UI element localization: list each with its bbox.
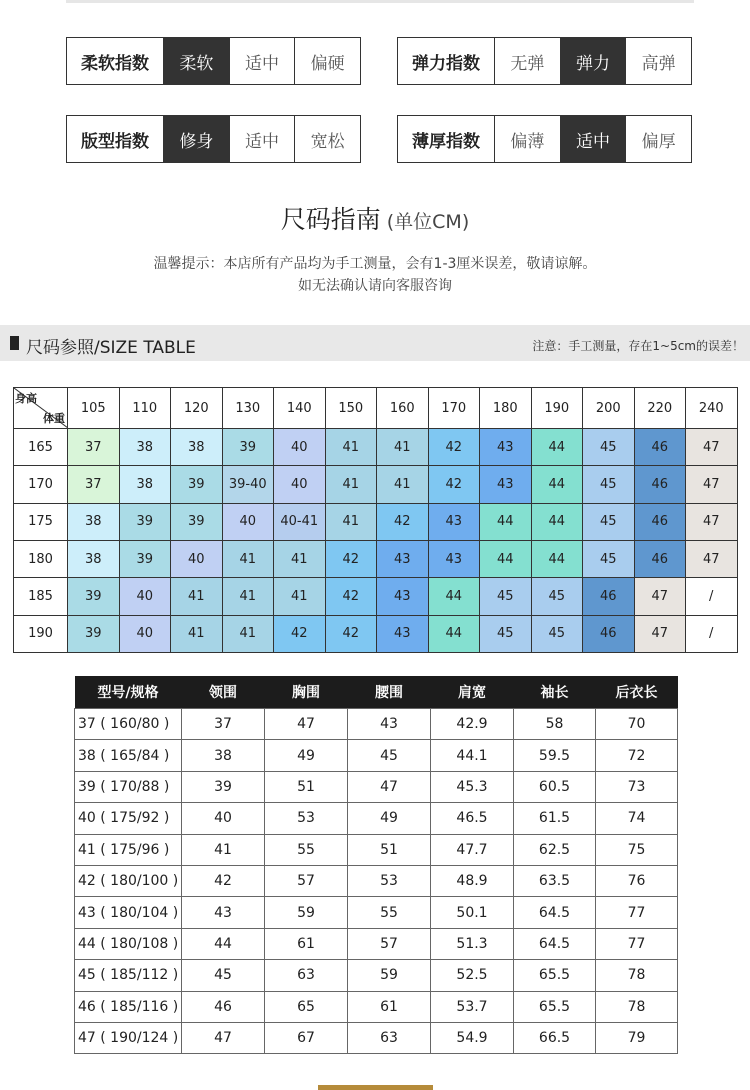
size-cell: 40 [274,466,326,503]
height-header: 220 [634,388,686,429]
spec-row [75,834,678,865]
size-cell: 45 [583,466,635,503]
spec-cell: 54.9 [431,1022,514,1053]
size-cell: 42 [325,578,377,615]
height-axis-label: 身高 [15,392,37,405]
size-cell: 40 [171,540,223,577]
spec-cell: 50.1 [431,897,514,928]
size-cell: 41 [325,429,377,466]
spec-cell: 61 [265,928,348,959]
softness-index [66,37,361,85]
spec-cell: 48.9 [431,865,514,896]
size-cell: 44 [531,540,583,577]
size-cell: 41 [222,540,274,577]
size-cell: 40 [119,615,171,652]
measure-tip: 温馨提示：本店所有产品均为手工测量，会有1-3厘米误差，敬请谅解。 [153,256,597,272]
size-cell: 41 [325,466,377,503]
size-cell: 40 [222,503,274,540]
index-option: 弹力 [561,38,627,84]
size-row [14,540,738,577]
spec-cell: 37 [182,709,265,740]
spec-cell: 39 [182,771,265,802]
spec-cell: 58 [514,709,596,740]
size-cell: 39 [171,466,223,503]
size-row [14,615,738,652]
size-cell: 47 [634,615,686,652]
spec-cell: 52.5 [431,960,514,991]
spec-model-cell: 43 ( 180/104 ) [75,897,182,928]
index-option: 柔软 [164,38,230,84]
spec-cell: 63 [265,960,348,991]
spec-header: 领围 [182,676,265,709]
weight-header: 190 [14,615,68,652]
spec-model-cell: 44 ( 180/108 ) [75,928,182,959]
size-cell: 41 [377,466,429,503]
spec-header: 肩宽 [431,676,514,709]
spec-row [75,803,678,834]
size-cell: 40 [119,578,171,615]
index-label: 薄厚指数 [398,116,495,162]
size-cell: 44 [480,540,532,577]
spec-cell: 65.5 [514,960,596,991]
index-label: 弹力指数 [398,38,495,84]
spec-cell: 66.5 [514,1022,596,1053]
spec-cell: 44.1 [431,740,514,771]
height-header: 140 [274,388,326,429]
height-header: 105 [68,388,120,429]
size-cell: 38 [119,429,171,466]
index-option: 适中 [561,116,627,162]
size-cell: 41 [325,503,377,540]
index-option: 偏厚 [641,131,676,152]
spec-header: 腰围 [348,676,431,709]
spec-cell: 43 [182,897,265,928]
spec-row [75,740,678,771]
size-cell: 40 [274,429,326,466]
size-cell: 46 [634,429,686,466]
spec-cell: 67 [265,1022,348,1053]
spec-cell: 41 [182,834,265,865]
size-cell: 41 [222,578,274,615]
size-cell: 43 [377,615,429,652]
size-cell: 41 [274,578,326,615]
size-cell: 43 [480,429,532,466]
spec-header: 后衣长 [596,676,678,709]
size-cell: 43 [428,503,480,540]
spec-cell: 51 [265,771,348,802]
spec-row [75,991,678,1022]
spec-cell: 60.5 [514,771,596,802]
spec-cell: 64.5 [514,928,596,959]
size-cell: 41 [274,540,326,577]
size-cell: 45 [531,615,583,652]
size-cell: 41 [377,429,429,466]
height-header: 190 [531,388,583,429]
height-header: 120 [171,388,223,429]
spec-cell: 75 [596,834,678,865]
height-header: 200 [583,388,635,429]
size-cell: 42 [325,540,377,577]
height-header: 180 [480,388,532,429]
size-cell: 47 [686,466,738,503]
size-table-title: 尺码参照/SIZE TABLE [26,338,196,358]
size-cell: 37 [68,466,120,503]
size-cell: 39 [171,503,223,540]
index-option: 适中 [230,38,296,84]
height-header: 110 [119,388,171,429]
height-header: 240 [686,388,738,429]
spec-cell: 51.3 [431,928,514,959]
size-row [14,503,738,540]
index-option: 宽松 [310,131,345,152]
size-guide-heading: 尺码指南 [280,205,381,234]
spec-cell: 42 [182,865,265,896]
size-row [14,429,738,466]
size-cell: 38 [68,540,120,577]
spec-cell: 59 [265,897,348,928]
size-cell: 47 [686,503,738,540]
spec-table [74,676,678,1054]
spec-model-cell: 46 ( 185/116 ) [75,991,182,1022]
spec-header: 型号/规格 [75,676,182,709]
size-cell: 45 [480,578,532,615]
spec-cell: 43 [348,709,431,740]
size-cell: 43 [480,466,532,503]
size-cell: 39-40 [222,466,274,503]
spec-model-cell: 47 ( 190/124 ) [75,1022,182,1053]
size-cell: 45 [583,429,635,466]
size-cell: 39 [68,578,120,615]
spec-row [75,865,678,896]
size-row [14,578,738,615]
spec-cell: 55 [265,834,348,865]
size-cell: 46 [583,615,635,652]
spec-model-cell: 42 ( 180/100 ) [75,865,182,896]
spec-cell: 74 [596,803,678,834]
spec-model-cell: 38 ( 165/84 ) [75,740,182,771]
index-option: 无弹 [495,38,561,84]
size-cell: 47 [686,429,738,466]
weight-header: 175 [14,503,68,540]
spec-row [75,960,678,991]
spec-cell: 49 [265,740,348,771]
weight-header: 170 [14,466,68,503]
size-cell: 43 [377,578,429,615]
size-cell: 46 [634,466,686,503]
size-cell: 43 [428,540,480,577]
square-bullet-icon [10,336,19,350]
spec-cell: 73 [596,771,678,802]
spec-cell: 45.3 [431,771,514,802]
size-cell: 38 [68,503,120,540]
spec-cell: 78 [596,991,678,1022]
index-option: 修身 [164,116,230,162]
spec-cell: 47 [182,1022,265,1053]
size-cell: 45 [480,615,532,652]
size-cell: 46 [634,503,686,540]
spec-cell: 61.5 [514,803,596,834]
spec-row [75,771,678,802]
index-label: 版型指数 [67,116,164,162]
spec-cell: 55 [348,897,431,928]
spec-cell: 46 [182,991,265,1022]
index-option: 适中 [230,116,296,162]
weight-header: 185 [14,578,68,615]
spec-cell: 65 [265,991,348,1022]
spec-model-cell: 45 ( 185/112 ) [75,960,182,991]
spec-row [75,897,678,928]
size-table-note: 注意：手工测量，存在1~5cm的误差！ [532,339,744,353]
spec-cell: 45 [348,740,431,771]
spec-cell: 57 [265,865,348,896]
size-cell: 47 [634,578,686,615]
index-option: 高弹 [641,53,676,74]
weight-header: 180 [14,540,68,577]
thickness-index [397,115,692,163]
size-cell: 42 [377,503,429,540]
size-cell: 39 [119,503,171,540]
size-cell: 46 [583,578,635,615]
spec-model-cell: 41 ( 175/96 ) [75,834,182,865]
spec-row [75,1022,678,1053]
height-header: 150 [325,388,377,429]
size-cell: / [686,578,738,615]
height-header: 170 [428,388,480,429]
spec-cell: 53 [348,865,431,896]
spec-cell: 53 [265,803,348,834]
spec-cell: 72 [596,740,678,771]
size-cell: 44 [480,503,532,540]
spec-cell: 47.7 [431,834,514,865]
size-cell: 47 [686,540,738,577]
gold-accent-bar [318,1085,433,1090]
corner-header [14,388,68,429]
size-cell: 42 [274,615,326,652]
size-cell: 40-41 [274,503,326,540]
weight-axis-label: 体重 [43,412,65,425]
spec-model-cell: 37 ( 160/80 ) [75,709,182,740]
size-cell: 46 [634,540,686,577]
spec-cell: 45 [182,960,265,991]
index-option: 偏薄 [495,116,561,162]
fit-index [66,115,361,163]
size-guide-title [0,200,750,236]
spec-cell: 51 [348,834,431,865]
size-cell: 39 [119,540,171,577]
spec-cell: 63 [348,1022,431,1053]
size-cell: 45 [583,503,635,540]
spec-header: 胸围 [265,676,348,709]
spec-cell: 77 [596,928,678,959]
size-cell: 39 [68,615,120,652]
size-cell: 39 [222,429,274,466]
spec-cell: 64.5 [514,897,596,928]
spec-cell: 40 [182,803,265,834]
size-cell: 44 [531,503,583,540]
spec-cell: 53.7 [431,991,514,1022]
spec-cell: 38 [182,740,265,771]
size-cell: 42 [325,615,377,652]
size-table-bar [0,325,750,361]
size-row [14,466,738,503]
spec-cell: 46.5 [431,803,514,834]
size-cell: 44 [531,466,583,503]
spec-cell: 59 [348,960,431,991]
size-cell: 45 [583,540,635,577]
spec-cell: 63.5 [514,865,596,896]
index-label: 柔软指数 [67,38,164,84]
size-cell: 42 [428,466,480,503]
size-reference-table [13,387,738,653]
spec-cell: 65.5 [514,991,596,1022]
size-cell: 37 [68,429,120,466]
spec-cell: 47 [265,709,348,740]
size-cell: 44 [428,578,480,615]
spec-cell: 44 [182,928,265,959]
elasticity-index [397,37,692,85]
spec-cell: 62.5 [514,834,596,865]
size-guide-unit: (单位CM) [386,211,470,233]
index-option: 偏硬 [310,53,345,74]
size-cell: 41 [171,615,223,652]
size-cell: 41 [222,615,274,652]
spec-model-cell: 40 ( 175/92 ) [75,803,182,834]
spec-cell: 70 [596,709,678,740]
size-cell: 38 [171,429,223,466]
spec-model-cell: 39 ( 170/88 ) [75,771,182,802]
size-cell: 45 [531,578,583,615]
top-divider [66,0,694,3]
contact-tip: 如无法确认请向客服咨询 [298,278,452,294]
size-cell: 44 [531,429,583,466]
spec-cell: 57 [348,928,431,959]
spec-row [75,709,678,740]
size-cell: 42 [428,429,480,466]
height-header: 130 [222,388,274,429]
size-cell: 38 [119,466,171,503]
spec-cell: 77 [596,897,678,928]
spec-cell: 42.9 [431,709,514,740]
size-cell: 41 [171,578,223,615]
spec-cell: 49 [348,803,431,834]
size-cell: / [686,615,738,652]
spec-cell: 59.5 [514,740,596,771]
spec-cell: 78 [596,960,678,991]
spec-cell: 61 [348,991,431,1022]
spec-header: 袖长 [514,676,596,709]
spec-row [75,928,678,959]
spec-cell: 76 [596,865,678,896]
height-header: 160 [377,388,429,429]
spec-cell: 47 [348,771,431,802]
spec-cell: 79 [596,1022,678,1053]
size-cell: 43 [377,540,429,577]
size-cell: 44 [428,615,480,652]
weight-header: 165 [14,429,68,466]
